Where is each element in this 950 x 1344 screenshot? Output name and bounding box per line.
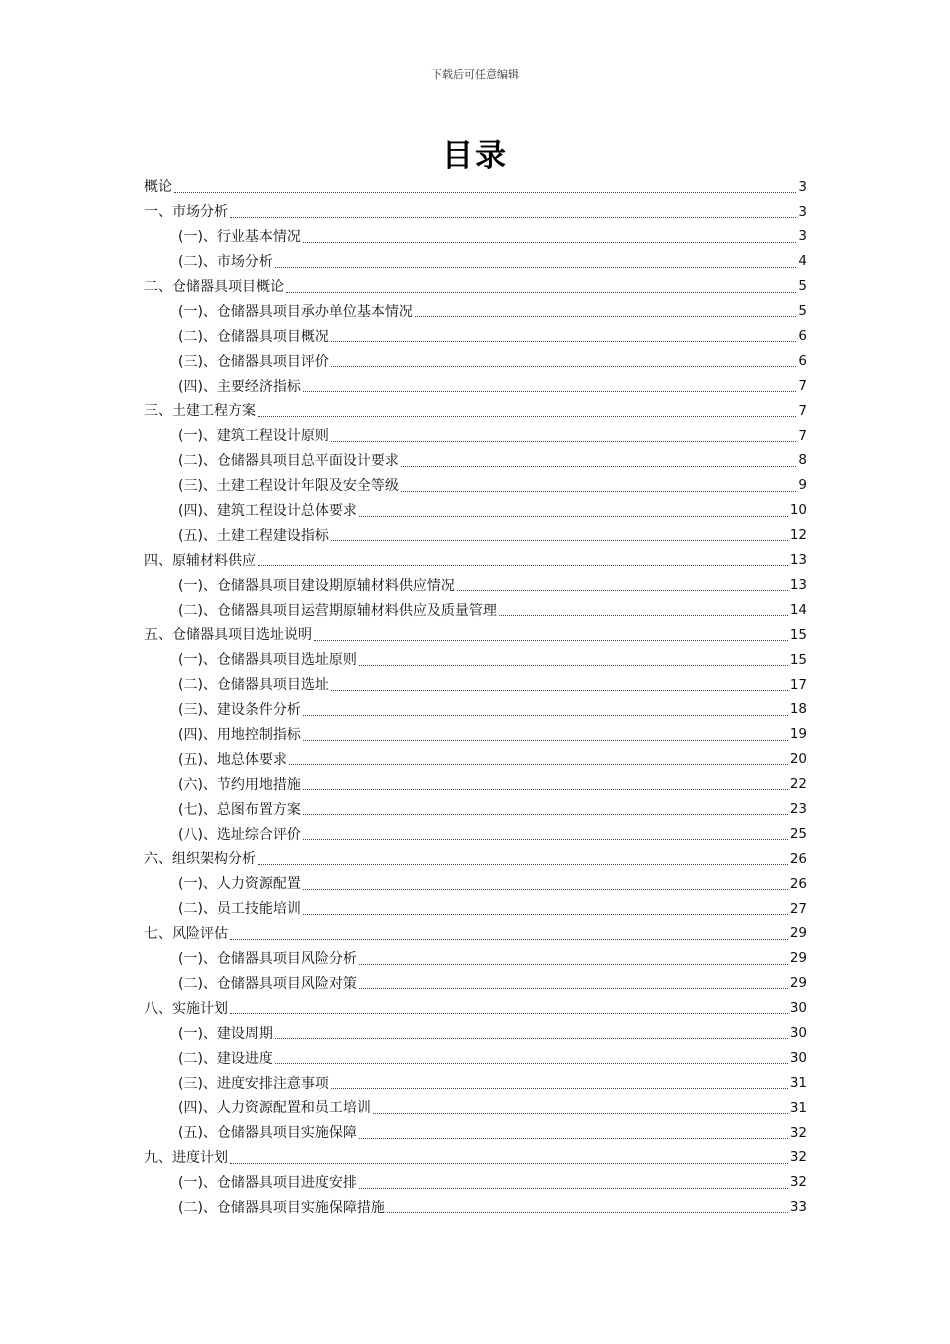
- toc-entry-chapter[interactable]: [144, 623, 807, 648]
- dot-leader: [331, 690, 788, 691]
- toc-entry-title: (四)、建筑工程设计总体要求: [178, 503, 357, 520]
- toc-entry-title: (二)、仓储器具项目概况: [178, 328, 329, 345]
- toc-entry-page-number: 32: [789, 1124, 807, 1141]
- dot-leader: [457, 590, 788, 591]
- dot-leader: [258, 416, 796, 417]
- toc-entry-page-number: 30: [789, 1024, 807, 1041]
- toc-entry-page-number: 13: [789, 576, 807, 593]
- toc-entry-title: (一)、仓储器具项目进度安排: [178, 1175, 357, 1192]
- toc-entry-title: (三)、仓储器具项目评价: [178, 353, 329, 370]
- toc-entry-page-number: 30: [789, 1000, 807, 1017]
- toc-entry-page-number: 22: [789, 776, 807, 793]
- toc-entry-section[interactable]: [144, 872, 807, 897]
- dot-leader: [415, 316, 796, 317]
- toc-entry-title: (一)、仓储器具项目建设期原辅材料供应情况: [178, 577, 455, 594]
- toc-entry-title: (二)、建设进度: [178, 1050, 273, 1067]
- toc-entry-title: 二、仓储器具项目概论: [144, 279, 284, 295]
- toc-entry-chapter[interactable]: [144, 922, 807, 947]
- toc-entry-page-number: 25: [789, 825, 807, 842]
- dot-leader: [303, 242, 796, 243]
- toc-entry-section[interactable]: [144, 474, 807, 499]
- toc-entry-page-number: 7: [798, 377, 807, 394]
- toc-entry-section[interactable]: [144, 349, 807, 374]
- toc-entry-page-number: 3: [798, 178, 807, 195]
- toc-entry-page-number: 8: [798, 452, 807, 469]
- dot-leader: [275, 1038, 788, 1039]
- toc-entry-section[interactable]: [144, 648, 807, 673]
- toc-entry-chapter[interactable]: [144, 275, 807, 300]
- toc-entry-page-number: 9: [798, 477, 807, 494]
- toc-entry-section[interactable]: [144, 698, 807, 723]
- toc-entry-chapter[interactable]: [144, 399, 807, 424]
- toc-entry-title: (二)、员工技能培训: [178, 901, 301, 918]
- toc-entry-page-number: 31: [789, 1074, 807, 1091]
- toc-entry-page-number: 30: [789, 1049, 807, 1066]
- toc-entry-chapter[interactable]: [144, 200, 807, 225]
- toc-entry-title: (五)、土建工程建设指标: [178, 527, 329, 544]
- toc-entry-title: (七)、总图布置方案: [178, 801, 301, 818]
- dot-leader: [230, 1163, 788, 1164]
- dot-leader: [303, 789, 788, 790]
- toc-entry-section[interactable]: [144, 797, 807, 822]
- toc-entry-chapter[interactable]: [144, 175, 807, 200]
- toc-entry-chapter[interactable]: [144, 996, 807, 1021]
- toc-entry-section[interactable]: [144, 225, 807, 250]
- toc-entry-section[interactable]: [144, 1196, 807, 1221]
- toc-entry-page-number: 5: [798, 303, 807, 320]
- toc-entry-title: (五)、仓储器具项目实施保障: [178, 1125, 357, 1142]
- toc-entry-section[interactable]: [144, 523, 807, 548]
- toc-entry-section[interactable]: [144, 822, 807, 847]
- toc-entry-section[interactable]: [144, 1046, 807, 1071]
- toc-entry-page-number: 4: [798, 253, 807, 270]
- toc-entry-section[interactable]: [144, 424, 807, 449]
- dot-leader: [258, 864, 788, 865]
- toc-entry-section[interactable]: [144, 1071, 807, 1096]
- dot-leader: [359, 1138, 788, 1139]
- toc-entry-title: (三)、土建工程设计年限及安全等级: [178, 478, 399, 495]
- toc-entry-section[interactable]: [144, 947, 807, 972]
- toc-entry-section[interactable]: [144, 673, 807, 698]
- dot-leader: [499, 615, 788, 616]
- toc-entry-page-number: 23: [789, 800, 807, 817]
- dot-leader: [230, 217, 796, 218]
- table-of-contents: [144, 175, 807, 1220]
- dot-leader: [331, 366, 796, 367]
- toc-entry-title: 六、组织架构分析: [144, 851, 256, 868]
- toc-entry-title: 概论: [144, 179, 172, 196]
- toc-entry-page-number: 7: [798, 402, 807, 419]
- toc-entry-section[interactable]: [144, 972, 807, 997]
- dot-leader: [314, 640, 788, 641]
- toc-entry-chapter[interactable]: [144, 1146, 807, 1171]
- dot-leader: [359, 516, 788, 517]
- toc-entry-page-number: 15: [789, 651, 807, 668]
- toc-entry-page-number: 26: [789, 850, 807, 867]
- dot-leader: [331, 341, 796, 342]
- toc-entry-title: (一)、行业基本情况: [178, 229, 301, 246]
- toc-entry-title: (一)、建筑工程设计原则: [178, 428, 329, 445]
- dot-leader: [387, 1212, 788, 1213]
- toc-entry-section[interactable]: [144, 299, 807, 324]
- toc-entry-chapter[interactable]: [144, 548, 807, 573]
- toc-entry-title: (四)、人力资源配置和员工培训: [178, 1100, 371, 1117]
- toc-entry-title: 九、进度计划: [144, 1150, 228, 1167]
- toc-entry-page-number: 10: [789, 502, 807, 519]
- toc-entry-title: (八)、选址综合评价: [178, 826, 301, 843]
- toc-entry-page-number: 29: [789, 975, 807, 992]
- toc-entry-title: (一)、建设周期: [178, 1025, 273, 1042]
- toc-entry-page-number: 32: [789, 1174, 807, 1191]
- toc-entry-section[interactable]: [144, 1121, 807, 1146]
- toc-entry-page-number: 31: [789, 1099, 807, 1116]
- dot-leader: [275, 267, 796, 268]
- toc-entry-title: 五、仓储器具项目选址说明: [144, 627, 312, 644]
- toc-entry-chapter[interactable]: [144, 847, 807, 872]
- toc-entry-title: (二)、仓储器具项目实施保障措施: [178, 1199, 385, 1216]
- toc-entry-page-number: 5: [798, 278, 807, 295]
- toc-entry-section[interactable]: [144, 573, 807, 598]
- dot-leader: [331, 540, 788, 541]
- toc-entry-section[interactable]: [144, 324, 807, 349]
- dot-leader: [286, 292, 796, 293]
- dot-leader: [174, 192, 796, 193]
- toc-entry-title: (五)、地总体要求: [178, 751, 287, 768]
- toc-entry-title: (一)、仓储器具项目选址原则: [178, 652, 357, 669]
- dot-leader: [401, 491, 796, 492]
- toc-entry-title: (四)、主要经济指标: [178, 378, 301, 395]
- toc-entry-page-number: 12: [789, 527, 807, 544]
- toc-entry-page-number: 15: [789, 626, 807, 643]
- toc-entry-title: 三、土建工程方案: [144, 403, 256, 420]
- toc-entry-title: 八、实施计划: [144, 1000, 228, 1017]
- toc-entry-page-number: 27: [789, 900, 807, 917]
- toc-entry-title: (二)、仓储器具项目总平面设计要求: [178, 453, 399, 470]
- toc-entry-section[interactable]: [144, 772, 807, 797]
- toc-entry-title: (三)、建设条件分析: [178, 702, 301, 719]
- toc-entry-page-number: 3: [798, 203, 807, 220]
- dot-leader: [331, 441, 796, 442]
- toc-entry-title: (六)、节约用地措施: [178, 776, 301, 793]
- dot-leader: [303, 814, 788, 815]
- toc-entry-page-number: 6: [798, 352, 807, 369]
- toc-entry-section[interactable]: [144, 374, 807, 399]
- toc-entry-page-number: 19: [789, 726, 807, 743]
- dot-leader: [230, 1013, 788, 1014]
- header-note: 下载后可任意编辑: [431, 68, 519, 81]
- toc-entry-page-number: 14: [789, 601, 807, 618]
- toc-entry-title: (四)、用地控制指标: [178, 727, 301, 744]
- toc-title: 目录: [442, 138, 508, 174]
- toc-entry-page-number: 18: [789, 701, 807, 718]
- toc-entry-page-number: 13: [789, 552, 807, 569]
- dot-leader: [303, 740, 788, 741]
- toc-entry-title: (三)、进度安排注意事项: [178, 1075, 329, 1092]
- dot-leader: [303, 914, 788, 915]
- dot-leader: [289, 764, 788, 765]
- dot-leader: [359, 665, 788, 666]
- toc-entry-page-number: 7: [798, 427, 807, 444]
- toc-entry-page-number: 33: [789, 1199, 807, 1216]
- toc-entry-section[interactable]: [144, 1096, 807, 1121]
- dot-leader: [359, 1188, 788, 1189]
- toc-entry-title: (二)、仓储器具项目风险对策: [178, 975, 357, 992]
- toc-entry-section[interactable]: [144, 598, 807, 623]
- toc-entry-section[interactable]: [144, 1171, 807, 1196]
- toc-entry-title: 七、风险评估: [144, 926, 228, 943]
- dot-leader: [303, 889, 788, 890]
- toc-entry-title: 四、原辅材料供应: [144, 552, 256, 569]
- dot-leader: [303, 391, 796, 392]
- dot-leader: [275, 1063, 788, 1064]
- toc-entry-section[interactable]: [144, 499, 807, 524]
- toc-entry-page-number: 6: [798, 328, 807, 345]
- toc-entry-title: (一)、人力资源配置: [178, 876, 301, 893]
- dot-leader: [331, 1088, 788, 1089]
- toc-entry-page-number: 20: [789, 751, 807, 768]
- toc-entry-section[interactable]: [144, 723, 807, 748]
- toc-entry-page-number: 3: [798, 228, 807, 245]
- dot-leader: [303, 715, 788, 716]
- toc-entry-page-number: 29: [789, 925, 807, 942]
- dot-leader: [359, 988, 788, 989]
- toc-entry-title: (二)、市场分析: [178, 254, 273, 271]
- dot-leader: [303, 839, 788, 840]
- dot-leader: [230, 939, 788, 940]
- toc-entry-title: (一)、仓储器具项目承办单位基本情况: [178, 303, 413, 320]
- toc-entry-title: (一)、仓储器具项目风险分析: [178, 951, 357, 968]
- toc-entry-title: 一、市场分析: [144, 204, 228, 221]
- dot-leader: [258, 565, 788, 566]
- toc-entry-section[interactable]: [144, 747, 807, 772]
- dot-leader: [373, 1113, 788, 1114]
- dot-leader: [359, 964, 788, 965]
- toc-entry-section[interactable]: [144, 250, 807, 275]
- toc-entry-page-number: 32: [789, 1149, 807, 1166]
- toc-entry-page-number: 26: [789, 875, 807, 892]
- toc-entry-section[interactable]: [144, 897, 807, 922]
- toc-entry-section[interactable]: [144, 1021, 807, 1046]
- toc-entry-page-number: 29: [789, 950, 807, 967]
- toc-entry-title: (二)、仓储器具项目运营期原辅材料供应及质量管理: [178, 602, 497, 619]
- dot-leader: [401, 466, 796, 467]
- toc-entry-page-number: 17: [789, 676, 807, 693]
- toc-entry-title: (二)、仓储器具项目选址: [178, 677, 329, 694]
- toc-entry-section[interactable]: [144, 449, 807, 474]
